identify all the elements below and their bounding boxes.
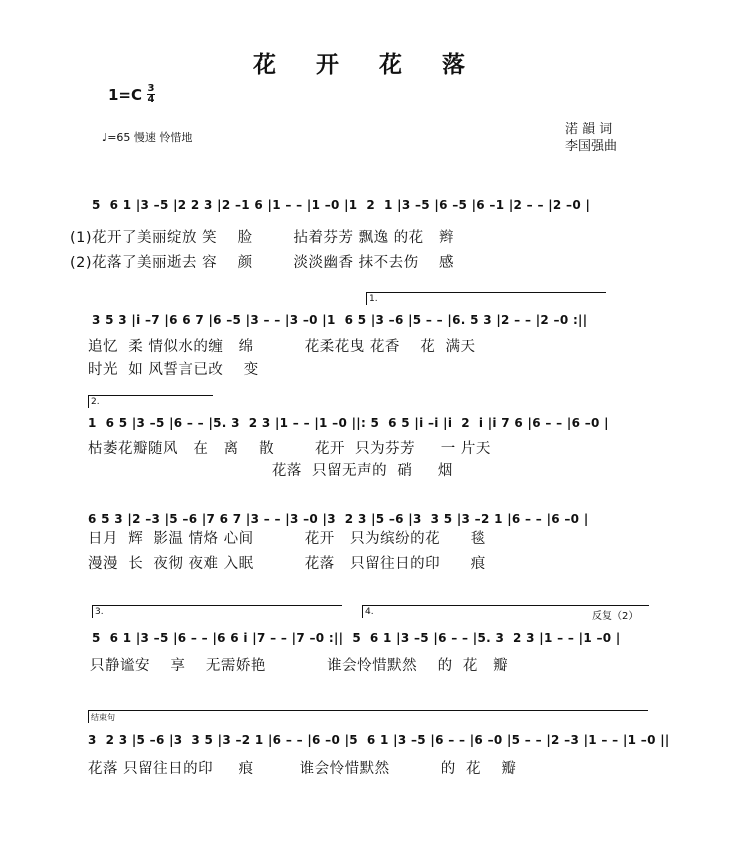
composer-credit: 李国强曲 xyxy=(565,139,618,154)
song-title: 花 开 花 落 xyxy=(252,52,482,78)
score-row-4 xyxy=(0,500,734,600)
lyric-line: 花落 只留往日的印 痕 谁会怜惜默然 的 花 瓣 xyxy=(88,761,517,777)
notation-line: 6 5 3 |2 –3 |5 –6 |7 6 7 |3 – – |3 –0 |3 2 3 |5 –6 |3 3 5 |3 –2 1 |6 – – |6 –0 | xyxy=(88,512,589,526)
time-sig-bottom: 4 xyxy=(147,94,155,105)
time-sig-top: 3 xyxy=(147,83,155,94)
score-row-5 xyxy=(0,605,734,705)
lyric-line-verse-1: 日月 辉 影温 情烙 心间 花开 只为缤纷的花 毯 xyxy=(88,531,486,547)
notation-line: 5 6 1 |3 –5 |2 2 3 |2 –1 6 |1 – – |1 –0 |1 2 1 |3 –5 |6 –5 |6 –1 |2 – – |2 –0 | xyxy=(92,198,591,212)
lyric-line-verse-2: 漫漫 长 夜彻 夜难 入眠 花落 只留往日的印 痕 xyxy=(88,556,486,572)
score-row-2 xyxy=(0,294,734,400)
notation-line: 5 6 1 |3 –5 |6 – – |6 6 i |7 – – |7 –0 :|| 5 6 1 |3 –5 |6 – – |5. 3 2 3 |1 – – |1 –0 | xyxy=(92,631,621,645)
repeat-note: 反复（2） xyxy=(592,611,639,622)
notation-line: 1 6 5 |3 –5 |6 – – |5. 3 2 3 |1 – – |1 –0 ||: 5 6 5 |i –i |i 2 i |i 7 6 |6 – – |6 –0 | xyxy=(88,416,609,430)
volta-bracket xyxy=(366,292,606,305)
lyric-line-verse-2: (2)花落了美丽逝去 容 颜 淡淡幽香 抹不去伤 感 xyxy=(70,255,455,271)
lyric-line-verse-1: (1)花开了美丽绽放 笑 脸 拈着芬芳 飘逸 的花 辫 xyxy=(70,230,455,246)
lyric-line-verse-2: 花落 只留无声的 硝 烟 xyxy=(88,463,453,479)
tempo-marking: ♩=65 慢速 怜惜地 xyxy=(102,131,193,144)
volta-bracket-3 xyxy=(92,605,342,618)
lyric-line-verse-1: 追忆 柔 情似水的缠 绵 花柔花曳 花香 花 满天 xyxy=(88,339,476,355)
score-row-6 xyxy=(0,710,734,810)
lyricist-credit: 渃 韻 词 xyxy=(565,122,613,137)
lyric-line: 只静谧安 享 无需娇艳 谁会怜惜默然 的 花 瓣 xyxy=(90,658,509,674)
volta-label: 3. xyxy=(95,607,104,617)
notation-line: 3 5 3 |i –7 |6 6 7 |6 –5 |3 – – |3 –0 |1 6 5 |3 –6 |5 – – |6. 5 3 |2 – – |2 –0 :|| xyxy=(92,313,588,327)
volta-label: 1. xyxy=(369,294,378,304)
notation-line: 3 2 3 |5 –6 |3 3 5 |3 –2 1 |6 – – |6 –0 |5 6 1 |3 –5 |6 – – |6 –0 |5 – – |2 –3 |1 – – |1 –0 || xyxy=(88,733,670,747)
volta-label: 4. xyxy=(365,607,374,617)
volta-label: 结束句 xyxy=(91,713,115,722)
ending-bracket xyxy=(88,710,648,723)
lyric-line-verse-2: 时光 如 风誓言已改 变 xyxy=(88,362,259,378)
volta-bracket xyxy=(88,395,213,408)
score-row-1 xyxy=(0,190,734,290)
time-signature xyxy=(147,84,155,105)
lyric-line-verse-1: 枯萎花瓣随风 在 离 散 花开 只为芬芳 一 片天 xyxy=(88,441,491,457)
key-signature: 1=C xyxy=(108,86,143,104)
volta-label: 2. xyxy=(91,397,100,407)
score-row-3 xyxy=(0,395,734,495)
